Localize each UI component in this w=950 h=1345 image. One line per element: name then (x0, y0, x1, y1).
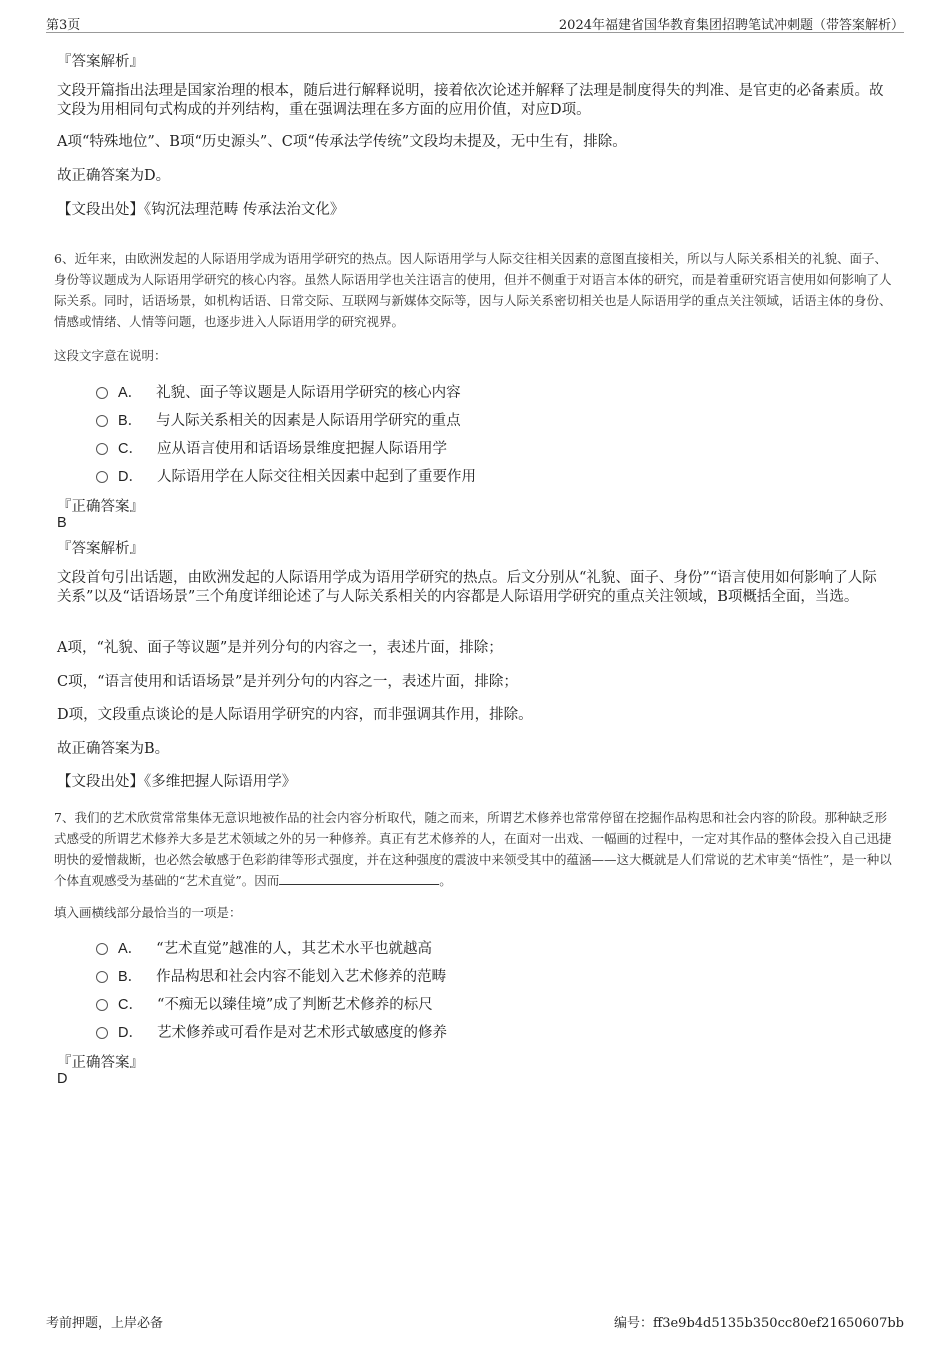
analysis-line-a: A项“特殊地位”、B项“历史源头”、C项“传承法学传统”文段均未提及，无中生有，排除。 (57, 134, 627, 150)
radio-icon[interactable] (96, 387, 108, 399)
footer-slogan: 考前押题，上岸必备 (46, 1316, 164, 1331)
radio-icon[interactable] (96, 971, 108, 983)
option-text: 作品构思和社会内容不能划入艺术修养的范畴 (156, 968, 447, 985)
document-id: 编号：ff3e9b4d5135b350cc80ef21650607bb (613, 1316, 904, 1331)
radio-icon[interactable] (96, 471, 108, 483)
correct-answer: B (57, 515, 67, 531)
option-letter: C． (118, 996, 143, 1013)
radio-icon[interactable] (96, 999, 108, 1011)
q6-option-b[interactable] (96, 409, 461, 429)
q6-option-d[interactable] (96, 465, 476, 485)
analysis-label: 『答案解析』 (57, 541, 144, 557)
conclusion: 故正确答案为B。 (57, 741, 170, 757)
question-6-prompt: 这段文字意在说明： (54, 348, 167, 363)
correct-answer-label: 『正确答案』 (57, 499, 144, 515)
q7-option-d[interactable] (96, 1021, 447, 1041)
question-7-prompt: 填入画横线部分最恰当的一项是： (54, 905, 242, 920)
question-7-end: 。 (439, 873, 452, 888)
option-text: 礼貌、面子等议题是人际语用学研究的核心内容 (156, 384, 461, 401)
option-text: “艺术直觉”越准的人，其艺术水平也就越高 (156, 940, 432, 957)
analysis-line-a: A项，“礼貌、面子等议题”是并列分句的内容之一，表述片面，排除； (57, 640, 503, 656)
radio-icon[interactable] (96, 943, 108, 955)
q7-option-c[interactable] (96, 993, 433, 1013)
option-letter: A． (118, 940, 143, 957)
source-citation: 【文段出处】《多维把握人际语用学》 (57, 774, 297, 790)
option-letter: B． (118, 412, 143, 429)
question-7-text (54, 807, 896, 891)
question-6-text: 6、近年来，由欧洲发起的人际语用学成为语用学研究的热点。因人际语用学与人际交往相关因素的意图直接相关，所以与人际关系相关的礼貌、面子、身份等议题成为人际语用学研究的核心内容。虽然人际语用学也关注语言的使用，但并不侧重于对语言本体的研究，而是着重研究语言使用如何影响了人际关系。同时，话语场景，如机构话语、日常交际、互联网与新媒体交际等，因与人际关系密切相关也是人际语用学的重点关注领域，话语主体的身份、情感或情绪、人情等问题，也逐步进入人际语用学的研究视界。 (54, 251, 892, 329)
page-header (46, 12, 904, 33)
q7-option-b[interactable] (96, 965, 446, 985)
radio-icon[interactable] (96, 1027, 108, 1039)
option-letter: A． (118, 384, 143, 401)
analysis-label: 『答案解析』 (57, 54, 144, 70)
option-text: 人际语用学在人际交往相关因素中起到了重要作用 (156, 468, 476, 485)
option-text: 应从语言使用和话语场景维度把握人际语用学 (156, 440, 447, 457)
correct-answer-label: 『正确答案』 (57, 1055, 144, 1071)
analysis-line-c: C项，“语言使用和话语场景”是并列分句的内容之一，表述片面，排除； (57, 674, 518, 690)
radio-icon[interactable] (96, 443, 108, 455)
option-letter: C． (118, 440, 143, 457)
q6-option-a[interactable] (96, 381, 461, 401)
option-text: 与人际关系相关的因素是人际语用学研究的重点 (156, 412, 461, 429)
option-letter: B． (118, 968, 143, 985)
document-title: 2024年福建省国华教育集团招聘笔试冲刺题（带答案解析） (558, 18, 904, 33)
fill-blank (279, 872, 439, 885)
correct-answer: D (57, 1071, 68, 1087)
option-letter: D． (118, 468, 143, 485)
option-text: 艺术修养或可看作是对艺术形式敏感度的修养 (156, 1024, 447, 1041)
question-7-body: 7、我们的艺术欣赏常常集体无意识地被作品的社会内容分析取代，随之而来，所谓艺术修养也常常停留在挖掘作品构思和社会内容的阶段。那种缺乏形式感受的所谓艺术修养大多是艺术领域之外的另一种修养。真正有艺术修养的人，在面对一出戏、一幅画的过程中，一定对其作品的整体会投入自己迅捷明快的爱憎裁断，也必然会敏感于色彩韵律等形式强度，并在这种强度的震波中来领受其中的蕴涵——这大概就是人们常说的艺术审美“悟性”，是一种以个体直观感受为基础的“艺术直觉”。因而 (54, 810, 892, 888)
q7-option-a[interactable] (96, 937, 432, 957)
source-citation: 【文段出处】《钩沉法理范畴 传承法治文化》 (57, 202, 345, 218)
q6-option-c[interactable] (96, 437, 447, 457)
analysis-paragraph: 文段首句引出话题，由欧洲发起的人际语用学成为语用学研究的热点。后文分别从“礼貌、面子、身份”“语言使用如何影响了人际关系”以及“话语场景”三个角度详细论述了与人际关系相关的内容都是人际语用学研究的重点关注领域，B项概括全面，当选。 (57, 570, 877, 605)
radio-icon[interactable] (96, 415, 108, 427)
page-number: 第3页 (46, 18, 81, 33)
option-text: “不痴无以臻佳境”成了判断艺术修养的标尺 (156, 996, 433, 1013)
conclusion: 故正确答案为D。 (57, 168, 171, 184)
analysis-line-d: D项，文段重点谈论的是人际语用学研究的内容，而非强调其作用，排除。 (57, 707, 533, 723)
analysis-paragraph: 文段开篇指出法理是国家治理的根本，随后进行解释说明，接着依次论述并解释了法理是制度得失的判准、是官吏的必备素质。故文段为用相同句式构成的并列结构，重在强调法理在多方面的应用价值，对应D项。 (57, 83, 884, 118)
option-letter: D． (118, 1024, 143, 1041)
